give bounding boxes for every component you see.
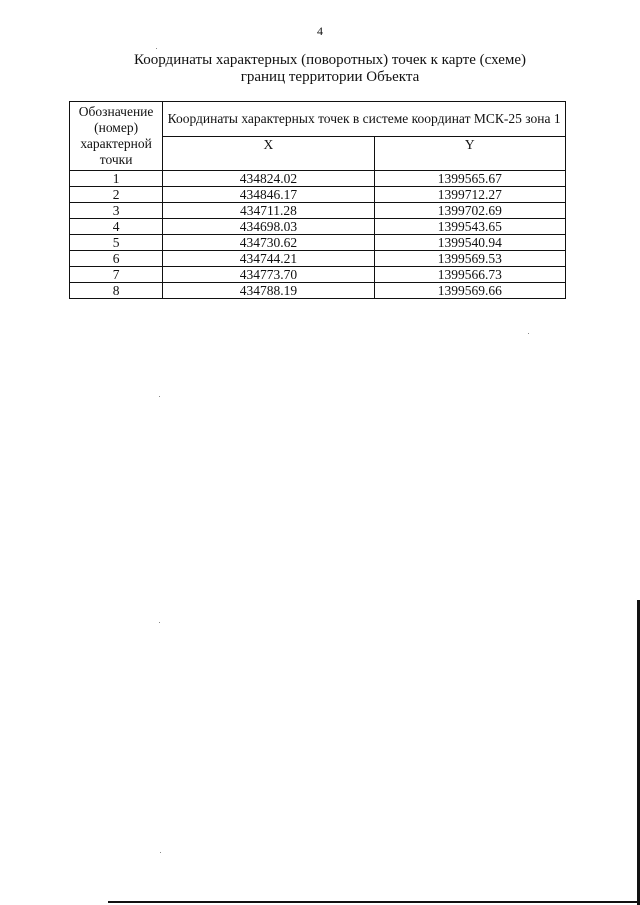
x-coordinate: 434730.62 xyxy=(163,235,374,251)
scan-speck xyxy=(159,396,160,397)
point-number: 6 xyxy=(70,251,163,267)
scan-speck xyxy=(159,622,160,623)
table-row xyxy=(70,187,566,203)
table-row xyxy=(70,283,566,299)
point-number: 2 xyxy=(70,187,163,203)
y-coordinate: 1399702.69 xyxy=(374,203,565,219)
page-number: 4 xyxy=(317,24,323,38)
document-title xyxy=(100,52,560,86)
title-line-1: Координаты характерных (поворотных) точек к карте (схеме) xyxy=(134,52,526,68)
scan-speck xyxy=(156,48,157,49)
header-y: Y xyxy=(374,137,565,171)
title-line-2: границ территории Объекта xyxy=(240,69,420,85)
point-number: 5 xyxy=(70,235,163,251)
x-coordinate: 434744.21 xyxy=(163,251,374,267)
x-coordinate: 434773.70 xyxy=(163,267,374,283)
header-point-designation: Обозначение (номер) характерной точки xyxy=(70,102,163,171)
y-coordinate: 1399565.67 xyxy=(374,171,565,187)
table-row xyxy=(70,171,566,187)
x-coordinate: 434788.19 xyxy=(163,283,374,299)
y-coordinate: 1399543.65 xyxy=(374,219,565,235)
x-coordinate: 434846.17 xyxy=(163,187,374,203)
point-number: 3 xyxy=(70,203,163,219)
scan-edge-bottom xyxy=(108,901,640,903)
x-coordinate: 434698.03 xyxy=(163,219,374,235)
x-coordinate: 434824.02 xyxy=(163,171,374,187)
table-row xyxy=(70,203,566,219)
point-number: 4 xyxy=(70,219,163,235)
point-number: 1 xyxy=(70,171,163,187)
scan-speck xyxy=(160,852,161,853)
y-coordinate: 1399569.53 xyxy=(374,251,565,267)
header-coordinates: Координаты характерных точек в системе координат МСК-25 зона 1 xyxy=(163,102,566,137)
x-coordinate: 434711.28 xyxy=(163,203,374,219)
table-row xyxy=(70,251,566,267)
y-coordinate: 1399566.73 xyxy=(374,267,565,283)
point-number: 7 xyxy=(70,267,163,283)
point-number: 8 xyxy=(70,283,163,299)
y-coordinate: 1399712.27 xyxy=(374,187,565,203)
y-coordinate: 1399540.94 xyxy=(374,235,565,251)
y-coordinate: 1399569.66 xyxy=(374,283,565,299)
table-row xyxy=(70,219,566,235)
header-x: X xyxy=(163,137,374,171)
table-row xyxy=(70,235,566,251)
scan-speck xyxy=(528,333,529,334)
coordinates-table xyxy=(69,101,566,299)
table-row xyxy=(70,267,566,283)
